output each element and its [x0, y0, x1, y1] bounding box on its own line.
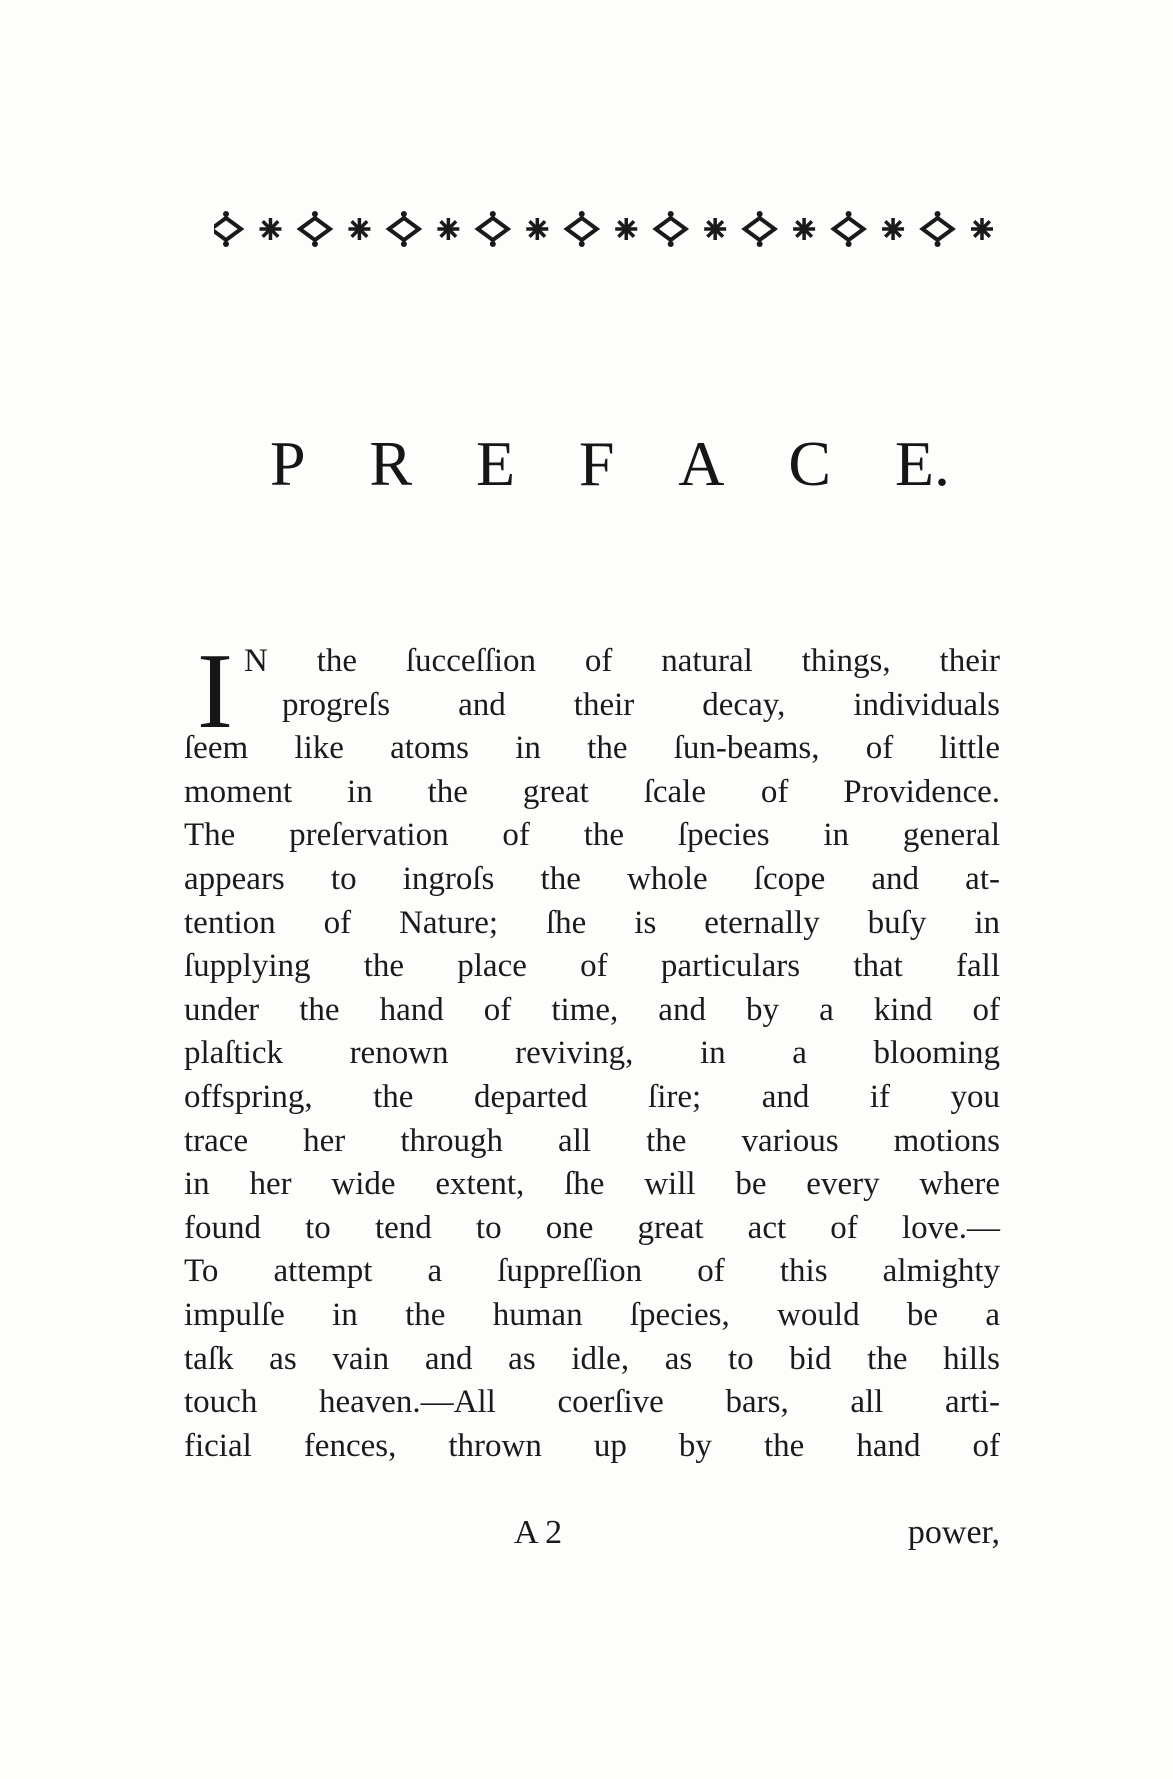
- ornament-asterisk-icon: [259, 218, 281, 240]
- drop-cap: I: [197, 632, 233, 751]
- ornament-asterisk-icon: [704, 218, 726, 240]
- ornament-diamond-icon: [745, 211, 775, 247]
- title-letter: R: [369, 428, 413, 499]
- ornament-diamond-icon: [389, 211, 419, 247]
- title-letter: P: [270, 428, 306, 499]
- ornament-diamond-icon: [923, 211, 953, 247]
- text-line: To attempt a ſuppreſſion of this almighty: [184, 1253, 1000, 1290]
- text-line: under the hand of time, and by a kind of: [184, 991, 1000, 1028]
- title-letter: E: [475, 428, 516, 499]
- text-line: N the ſucceſſion of natural things, their: [244, 643, 1000, 679]
- text-line: ſupplying the place of particulars that fall: [184, 948, 1000, 985]
- decorative-ornament-band: [214, 205, 994, 255]
- ornament-diamond-icon: [214, 211, 241, 247]
- text-line: found to tend to one great act of love.—: [184, 1209, 1000, 1246]
- preface-paragraph: [184, 632, 1000, 1468]
- page-footer: [184, 1514, 1000, 1564]
- ornament-asterisk-icon: [971, 218, 993, 240]
- signature-mark: A 2: [514, 1514, 563, 1551]
- ornament-diamond-icon: [478, 211, 508, 247]
- ornament-asterisk-icon: [348, 218, 370, 240]
- ornament-asterisk-icon: [437, 218, 459, 240]
- title-letter: C: [788, 428, 832, 499]
- text-line: moment in the great ſcale of Providence.: [184, 773, 1000, 810]
- ornament-diamond-icon: [834, 211, 864, 247]
- ornament-asterisk-icon: [882, 218, 904, 240]
- text-line: trace her through all the various motions: [184, 1122, 1000, 1159]
- text-line: The preſervation of the ſpecies in general: [184, 817, 1000, 854]
- text-line: taſk as vain and as idle, as to bid the hills: [184, 1340, 1000, 1377]
- text-line: impulſe in the human ſpecies, would be a: [184, 1296, 1000, 1333]
- text-line: progreſs and their decay, individuals: [282, 686, 1000, 723]
- ornament-asterisk-icon: [793, 218, 815, 240]
- ornament-diamond-icon: [567, 211, 597, 247]
- ornament-asterisk-icon: [526, 218, 548, 240]
- text-line: tention of Nature; ſhe is eternally buſy in: [184, 904, 1000, 941]
- title-letter: E.: [894, 428, 950, 499]
- text-line: offspring, the departed ſire; and if you: [184, 1078, 1000, 1115]
- ornament-diamond-icon: [300, 211, 330, 247]
- catchword: power,: [907, 1514, 1000, 1551]
- page-title: [270, 428, 950, 499]
- ornament-diamond-icon: [656, 211, 686, 247]
- text-line: plaſtick renown reviving, in a blooming: [184, 1035, 1000, 1072]
- text-line: in her wide extent, ſhe will be every where: [184, 1166, 1000, 1203]
- text-line: touch heaven.—All coerſive bars, all arti-: [184, 1384, 1000, 1421]
- ornament-asterisk-icon: [615, 218, 637, 240]
- text-line: appears to ingroſs the whole ſcope and at-: [184, 860, 1000, 897]
- text-line: ſeem like atoms in the ſun-beams, of little: [184, 730, 1000, 767]
- title-letter: A: [678, 428, 725, 499]
- title-letter: F: [578, 428, 615, 499]
- text-line: ficial fences, thrown up by the hand of: [184, 1427, 1000, 1464]
